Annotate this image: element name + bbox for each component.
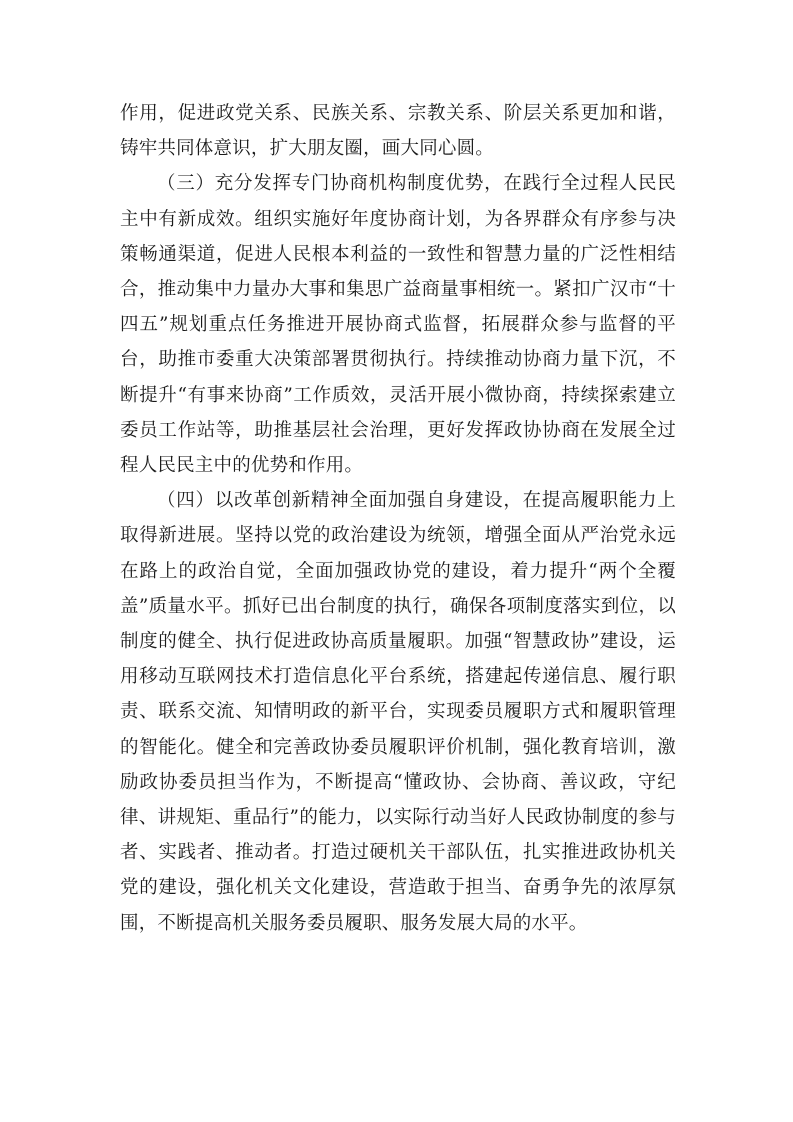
- paragraph-section-four: （四）以改革创新精神全面加强自身建设，在提高履职能力上取得新进展。坚持以党的政治建设为统领，增强全面从严治党永远在路上的政治自觉，全面加强政协党的建设，着力提升“两个全覆盖”质量水平。抓好已出台制度的执行，确保各项制度落实到位，以制度的健全、执行促进政协高质量履职。加强“智慧政协”建设，运用移动互联网技术打造信息化平台系统，搭建起传递信息、履行职责、联系交流、知情明政的新平台，实现委员履职方式和履职管理的智能化。健全和完善政协委员履职评价机制，强化教育培训，激励政协委员担当作为，不断提高“懂政协、会协商、善议政，守纪律、讲规矩、重品行”的能力，以实际行动当好人民政协制度的参与者、实践者、推动者。打造过硬机关干部队伍，扎实推进政协机关党的建设，强化机关文化建设，营造敢于担当、奋勇争先的浓厚氛围，不断提高机关服务委员履职、服务发展大局的水平。: [120, 490, 676, 934]
- paragraph-continuation: 作用，促进政党关系、民族关系、宗教关系、阶层关系更加和谐，铸牢共同体意识，扩大朋友圈，画大同心圆。: [120, 103, 676, 160]
- document-body: [120, 96, 676, 941]
- paragraph-section-three: （三）充分发挥专门协商机构制度优势，在践行全过程人民民主中有新成效。组织实施好年度协商计划，为各界群众有序参与决策畅通渠道，促进人民根本利益的一致性和智慧力量的广泛性相结合，推动集中力量办大事和集思广益商量事相统一。紧扣广汉市“十四五”规划重点任务推进开展协商式监督，拓展群众参与监督的平台，助推市委重大决策部署贯彻执行。持续推动协商力量下沉，不断提升“有事来协商”工作质效，灵活开展小微协商，持续探索建立委员工作站等，助推基层社会治理，更好发挥政协协商在发展全过程人民民主中的优势和作用。: [120, 173, 676, 477]
